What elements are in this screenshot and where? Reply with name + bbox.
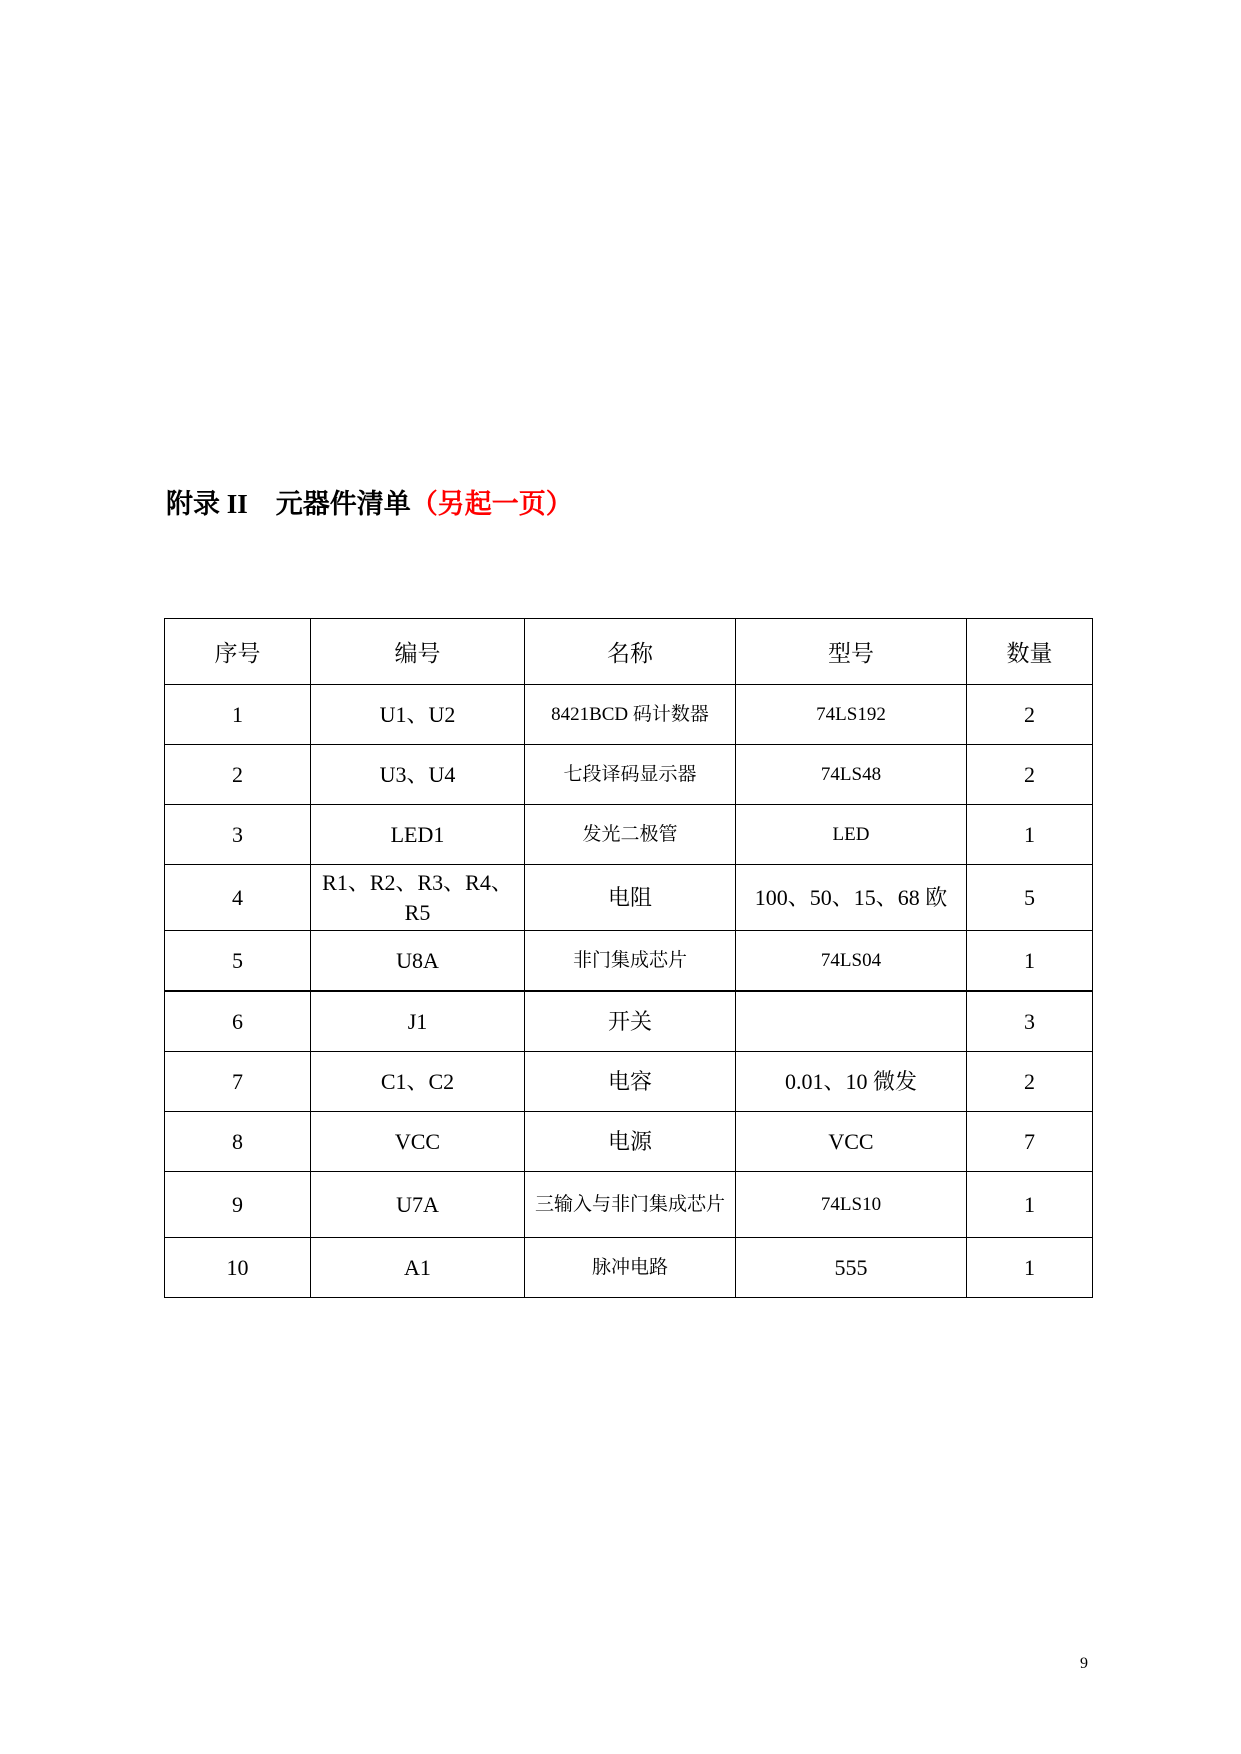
cell-designator: C1、C2 xyxy=(311,1052,525,1112)
cell-quantity: 2 xyxy=(967,1052,1093,1112)
cell-quantity: 1 xyxy=(967,1238,1093,1298)
table-row xyxy=(165,1052,1093,1112)
cell-model: LED xyxy=(736,805,967,865)
appendix-title: 元器件清单 xyxy=(275,489,411,519)
cell-designator: U8A xyxy=(311,931,525,992)
table-row xyxy=(165,991,1093,1052)
cell-model: 74LS192 xyxy=(736,685,967,745)
cell-designator: U3、U4 xyxy=(311,745,525,805)
cell-quantity: 5 xyxy=(967,865,1093,931)
table-row xyxy=(165,685,1093,745)
cell-index: 2 xyxy=(165,745,311,805)
table-row xyxy=(165,745,1093,805)
header-designator: 编号 xyxy=(311,619,525,685)
cell-model: VCC xyxy=(736,1112,967,1172)
cell-model: 100、50、15、68 欧 xyxy=(736,865,967,931)
header-name: 名称 xyxy=(525,619,736,685)
table-row xyxy=(165,865,1093,931)
cell-designator: A1 xyxy=(311,1238,525,1298)
cell-designator: J1 xyxy=(311,991,525,1052)
table-row xyxy=(165,805,1093,865)
cell-name: 电容 xyxy=(525,1052,736,1112)
cell-model: 74LS04 xyxy=(736,931,967,992)
cell-index: 5 xyxy=(165,931,311,992)
cell-quantity: 3 xyxy=(967,991,1093,1052)
cell-model: 74LS48 xyxy=(736,745,967,805)
cell-index: 10 xyxy=(165,1238,311,1298)
cell-quantity: 1 xyxy=(967,1172,1093,1238)
cell-index: 3 xyxy=(165,805,311,865)
appendix-heading xyxy=(166,484,573,524)
cell-model xyxy=(736,991,967,1052)
table-header-row xyxy=(165,619,1093,685)
cell-designator: U7A xyxy=(311,1172,525,1238)
cell-quantity: 2 xyxy=(967,745,1093,805)
cell-quantity: 2 xyxy=(967,685,1093,745)
cell-index: 1 xyxy=(165,685,311,745)
cell-designator: U1、U2 xyxy=(311,685,525,745)
cell-name: 脉冲电路 xyxy=(525,1238,736,1298)
page-number: 9 xyxy=(1080,1655,1088,1672)
cell-name: 开关 xyxy=(525,991,736,1052)
cell-designator: R1、R2、R3、R4、R5 xyxy=(311,865,525,931)
cell-name: 三输入与非门集成芯片 xyxy=(525,1172,736,1238)
cell-quantity: 7 xyxy=(967,1112,1093,1172)
cell-name: 电源 xyxy=(525,1112,736,1172)
table-row xyxy=(165,1172,1093,1238)
appendix-label: 附录 II xyxy=(166,489,248,519)
cell-model: 0.01、10 微发 xyxy=(736,1052,967,1112)
table-row xyxy=(165,1238,1093,1298)
table-row xyxy=(165,1112,1093,1172)
cell-index: 8 xyxy=(165,1112,311,1172)
cell-model: 555 xyxy=(736,1238,967,1298)
components-table xyxy=(164,618,1093,1298)
header-quantity: 数量 xyxy=(967,619,1093,685)
table-row xyxy=(165,931,1093,992)
cell-quantity: 1 xyxy=(967,931,1093,992)
cell-quantity: 1 xyxy=(967,805,1093,865)
cell-index: 4 xyxy=(165,865,311,931)
cell-name: 8421BCD 码计数器 xyxy=(525,685,736,745)
cell-name: 发光二极管 xyxy=(525,805,736,865)
cell-name: 电阻 xyxy=(525,865,736,931)
cell-index: 6 xyxy=(165,991,311,1052)
cell-designator: LED1 xyxy=(311,805,525,865)
header-index: 序号 xyxy=(165,619,311,685)
header-model: 型号 xyxy=(736,619,967,685)
cell-name: 非门集成芯片 xyxy=(525,931,736,992)
cell-model: 74LS10 xyxy=(736,1172,967,1238)
cell-index: 7 xyxy=(165,1052,311,1112)
cell-name: 七段译码显示器 xyxy=(525,745,736,805)
cell-designator: VCC xyxy=(311,1112,525,1172)
appendix-note: （另起一页） xyxy=(410,489,573,519)
cell-index: 9 xyxy=(165,1172,311,1238)
